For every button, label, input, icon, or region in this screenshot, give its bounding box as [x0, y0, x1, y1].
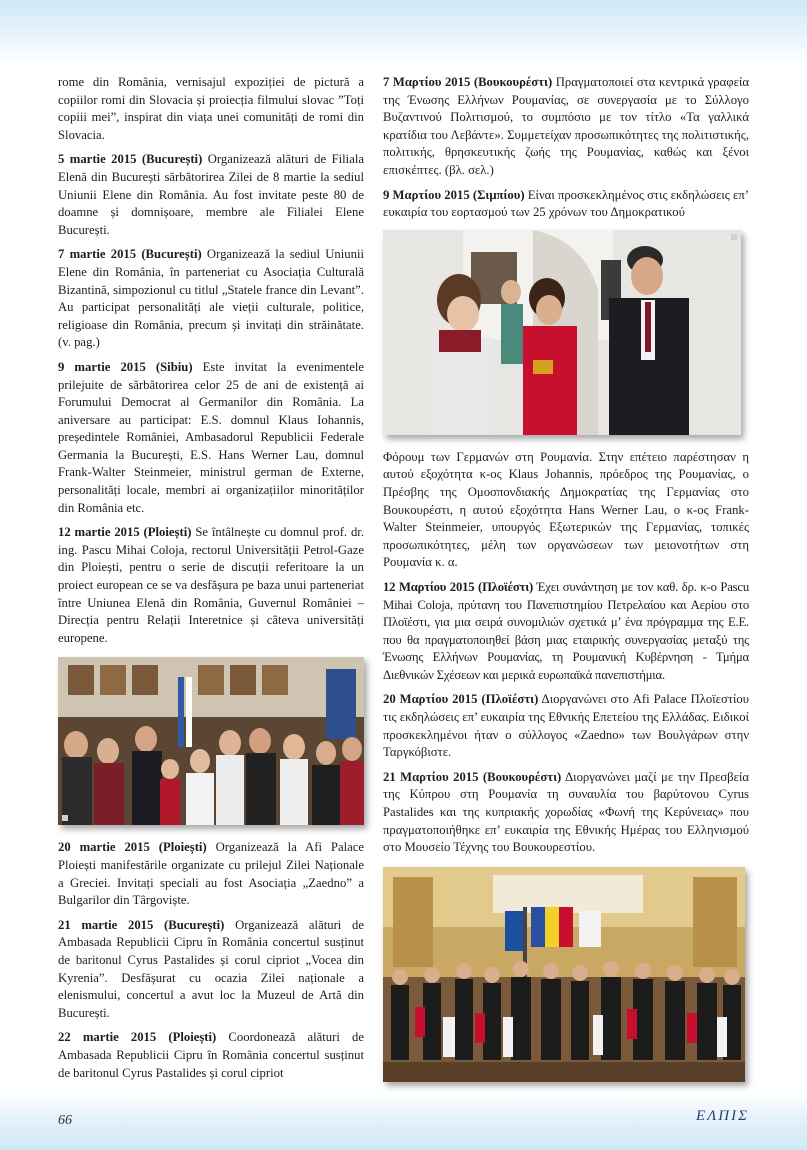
paragraph: 12 martie 2015 (Ploiești) Se întâlnește cu domnul prof. dr. ing. Pascu Mihai Coloja, rectorul Universității Petrol-Gaze din Ploiești, pentru o serie de discuții referitoare la un proiect european ce se va desfășura pe baza unui parteneriat între Uniunea Elenă din România, Guvernul României – Direcția pentru Relații Interetnice și câteva universități europene.: [58, 525, 364, 645]
paragraph: 9 martie 2015 (Sibiu) Este invitat la evenimentele prilejuite de sărbătorirea celor 25 de ani de existență ai Forumului Democrat al Germanilor din România. La aniversare au participat: E.S. domnul Klaus Iohannis, președintele României, Ambasadorul Republicii Federale Germania la București, E.S. Hans Werner Lau, domnul Frank-Walter Steinmeier, ministrul german de Externe, personalități locale, membri ai organizațiilor minorităților din România etc.: [58, 359, 364, 515]
paragraph: 7 martie 2015 (București) Organizează la sediul Uniunii Elene din România, în parteneriat cu Asociația Culturală Bizantină, simpozionul cu titlul „Statele france din Levant”. Au participat personalități ale vieții culturale, politice, religioase din România, precum și invitați din străinătate. (v. pag.): [58, 247, 364, 350]
photo-folk-costumes-group: [58, 657, 364, 825]
magazine-name: ΕΛΠΙΣ: [696, 1108, 749, 1124]
paragraph: 21 Μαρτίου 2015 (Βουκουρέστι) Διοργανώνει μαζί με την Πρεσβεία της Κύπρου στη Ρουμανία τη συναυλία του βαρύτονου Cyrus Pastalides και της κυπριακής χορωδίας «Φωνή της Κερύνειας» που πραγματοποιήθηκε επ’ ευκαιρία της Εθνικής Ημέρας του Ελληνισμού στο Μουσείο Τέχνης του Βουκουρεστίου.: [383, 769, 750, 855]
header-gradient-band: [0, 0, 807, 62]
paragraph: rome din România, vernisajul expoziției de pictură a copiilor romi din Slovacia și proiecția filmului slovac ”Toți copiii mei”, inspirat din viața unei comunități de romi din Slovacia.: [58, 75, 364, 142]
right-column: [383, 74, 749, 1096]
page-number: 66: [58, 1113, 72, 1128]
paragraph: 20 Μαρτίου 2015 (Πλοϊέστι) Διοργανώνει στο Afi Palace Πλοϊεστίου τις εκδηλώσεις επ’ ευκαιρία της Εθνικής Επετείου της Ελλάδας. Ειδικοί προσκεκλημένοι ήταν ο σύλλογος «Zaedno» των Βουλγάρων στην Ταργκόβιστε.: [383, 692, 749, 760]
left-column: [58, 74, 364, 1089]
paragraph: 21 martie 2015 (București) Organizează alături de Ambasada Republicii Cipru în România concertul susținut de baritonul Cyrus Pastalides și corul cipriot „Vocea din Kyrenia”. Desfășurat cu ocazia Zilei naționale a elenismului, concertul a avut loc la Muzeul de Artă din București.: [58, 917, 364, 1020]
photo-corner-decoration: [731, 234, 737, 240]
photo-choir-flags: [383, 867, 745, 1082]
paragraph: Φόρουμ των Γερμανών στη Ρουμανία. Στην επέτειο παρέστησαν η αυτού εξοχότητα κ-ος Klaus Johannis, πρόεδρος της Ρουμανίας, ο Πρέσβης της Ομοσπονδιακής Δημοκρατίας της Γερμανίας στο Βουκουρέστι, η αυτού εξοχότητα Hans Werner Lau, ο κ-ος Frank-Walter Steinmeier, υπουργός Εξωτερικών της Γερμανίας, τοπικές προσωπικότητες, μέλη των οργανώσεων των μειονοτήτων στη Ρουμανία κ. α.: [383, 449, 749, 570]
photo-gift-exchange: [383, 230, 741, 435]
paragraph: 7 Μαρτίου 2015 (Βουκουρέστι) Πραγματοποιεί στα κεντρικά γραφεία της Ένωσης Ελλήνων Ρουμανίας, σε συνεργασία με το Σύλλογο Βυζαντινού Πολιτισμού, το συμπόσιο με τον τίτλο «Τα γαλλικά κρατίδια του Λεβάντε». Συμμετείχαν προσωπικότητες της πολιτιστικής, πολιτικής, θρησκευτικής ζωής της Ρουμανίας, καθώς και ξένοι επισκέπτες. (βλ. σελ.): [383, 75, 749, 177]
paragraph: 9 Μαρτίου 2015 (Σιμπίου) Είναι προσκεκλημένος στις εκδηλώσεις επ’ ευκαιρία του εορτασμού των 25 χρόνων του Δημοκρατικού: [383, 187, 749, 220]
footer-gradient-band: [0, 1092, 807, 1150]
photo-corner-decoration: [62, 815, 68, 821]
paragraph: 5 martie 2015 (București) Organizează alături de Filiala Elenă din București sărbătorirea Zilei de 8 martie la sediul Uniunii Elene din România. Au fost invitate peste 80 de doamne și domnișoare, membre ale Filialei Elene București.: [58, 152, 364, 237]
paragraph: 22 martie 2015 (Ploiești) Coordonează alături de Ambasada Republicii Cipru în România concertul susținut de baritonul Cyrus Pastalides și corul cipriot: [58, 1030, 364, 1080]
paragraph: 12 Μαρτίου 2015 (Πλοϊέστι) Έχει συνάντηση με τον καθ. δρ. κ-ο Pascu Mihai Coloja, πρύτανη του Πανεπιστημίου Πετρελαίου και Αερίου στο Πλοϊέστι, για μια σειρά συνομιλιών σχετικά μ’ ένα πρόγραμμα της Ε.Ε. που θα πραγματοποιηθεί βάση μιας εταιρικής συνεργασίας μεταξύ της Ένωσης Ελλήνων Ρουμανίας, τη Ρουμανική Κυβέρνηση - Τμήμα Διεθνικών Σχέσεων και μερικά ευρωπαϊκά πανεπιστήμια.: [383, 579, 749, 682]
paragraph: 20 martie 2015 (Ploiești) Organizează la Afi Palace Ploiești manifestările organizate cu prilejul Zilei Naționale a Greciei. Invitați speciali au fost Asociația „Zaedno” a Bulgarilor din Târgoviște.: [58, 840, 364, 908]
